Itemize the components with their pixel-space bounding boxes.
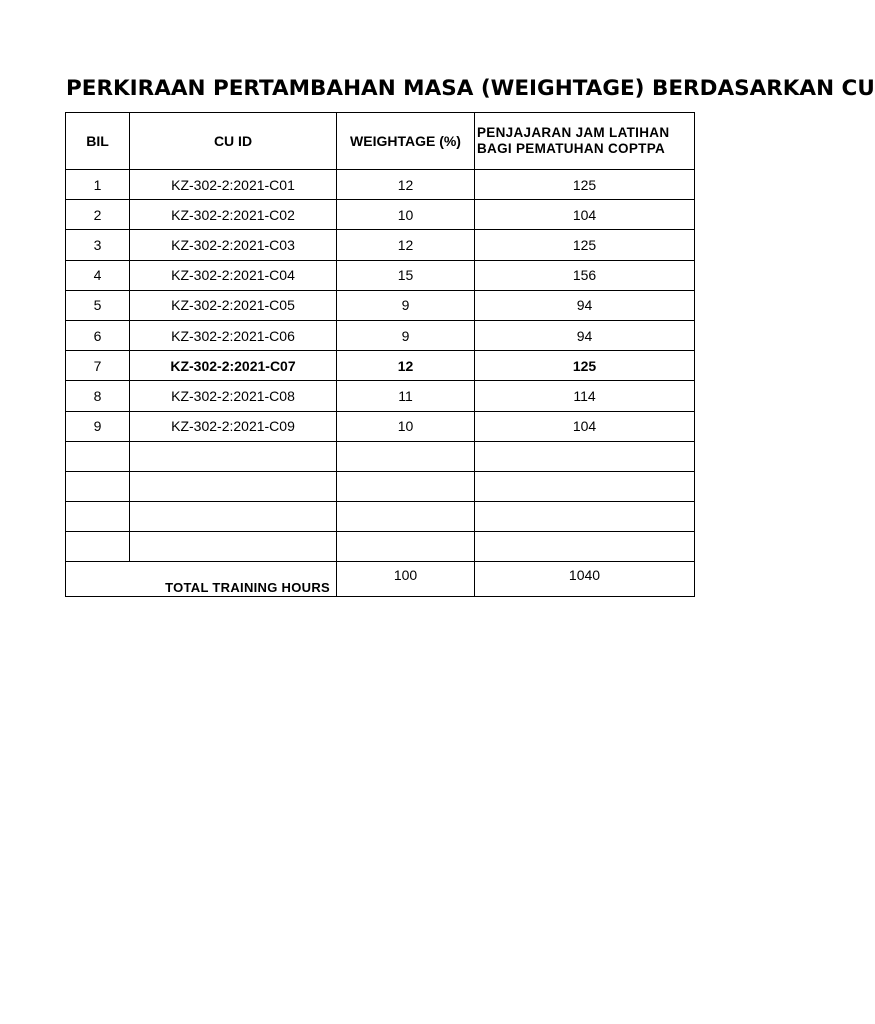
empty-cell [337,441,475,471]
table-row [66,230,695,260]
total-label: TOTAL TRAINING HOURS [66,562,337,597]
empty-cell [337,532,475,562]
table-row [66,170,695,200]
header-training-hours: PENJAJARAN JAM LATIHAN BAGI PEMATUHAN COPTPA [475,113,695,170]
empty-cell [66,441,130,471]
table-row [66,260,695,290]
cell-bil: 2 [66,200,130,230]
cell-hours: 104 [475,411,695,441]
cell-cu-id: KZ-302-2:2021-C07 [130,351,337,381]
cell-hours: 125 [475,351,695,381]
cell-bil: 3 [66,230,130,260]
cell-hours: 125 [475,170,695,200]
cell-bil: 5 [66,290,130,320]
cell-weightage: 12 [337,230,475,260]
cell-bil: 4 [66,260,130,290]
empty-row [66,471,695,501]
header-weightage: WEIGHTAGE (%) [337,113,475,170]
cell-hours: 94 [475,320,695,350]
empty-cell [475,441,695,471]
total-weightage: 100 [337,562,475,597]
total-hours: 1040 [475,562,695,597]
cell-cu-id: KZ-302-2:2021-C08 [130,381,337,411]
empty-cell [130,471,337,501]
cell-cu-id: KZ-302-2:2021-C02 [130,200,337,230]
cell-hours: 104 [475,200,695,230]
cell-cu-id: KZ-302-2:2021-C04 [130,260,337,290]
empty-cell [66,502,130,532]
cell-bil: 6 [66,320,130,350]
header-cu-id: CU ID [130,113,337,170]
table-row [66,411,695,441]
cell-cu-id: KZ-302-2:2021-C09 [130,411,337,441]
cell-weightage: 12 [337,170,475,200]
table-row [66,290,695,320]
empty-cell [66,532,130,562]
cell-bil: 8 [66,381,130,411]
cell-cu-id: KZ-302-2:2021-C01 [130,170,337,200]
cell-hours: 94 [475,290,695,320]
cell-hours: 125 [475,230,695,260]
header-bil: BIL [66,113,130,170]
cell-cu-id: KZ-302-2:2021-C05 [130,290,337,320]
cell-hours: 114 [475,381,695,411]
total-row [66,562,695,597]
empty-cell [130,532,337,562]
empty-row [66,502,695,532]
empty-cell [475,532,695,562]
empty-cell [66,471,130,501]
empty-cell [337,471,475,501]
empty-cell [130,441,337,471]
table-row [66,200,695,230]
table-row [66,381,695,411]
page-title: PERKIRAAN PERTAMBAHAN MASA (WEIGHTAGE) BERDASARKAN CU [66,76,875,101]
empty-cell [130,502,337,532]
cell-weightage: 10 [337,411,475,441]
empty-cell [475,471,695,501]
cell-bil: 1 [66,170,130,200]
cell-weightage: 10 [337,200,475,230]
cell-cu-id: KZ-302-2:2021-C06 [130,320,337,350]
cell-weightage: 15 [337,260,475,290]
cell-cu-id: KZ-302-2:2021-C03 [130,230,337,260]
cell-hours: 156 [475,260,695,290]
cell-bil: 9 [66,411,130,441]
cell-weightage: 12 [337,351,475,381]
cell-weightage: 9 [337,290,475,320]
table-row [66,320,695,350]
cell-weightage: 11 [337,381,475,411]
table-row-highlighted [66,351,695,381]
empty-cell [337,502,475,532]
training-hours-table [65,112,695,597]
table-header-row [66,113,695,170]
empty-row [66,441,695,471]
empty-row [66,532,695,562]
cell-bil: 7 [66,351,130,381]
cell-weightage: 9 [337,320,475,350]
empty-cell [475,502,695,532]
